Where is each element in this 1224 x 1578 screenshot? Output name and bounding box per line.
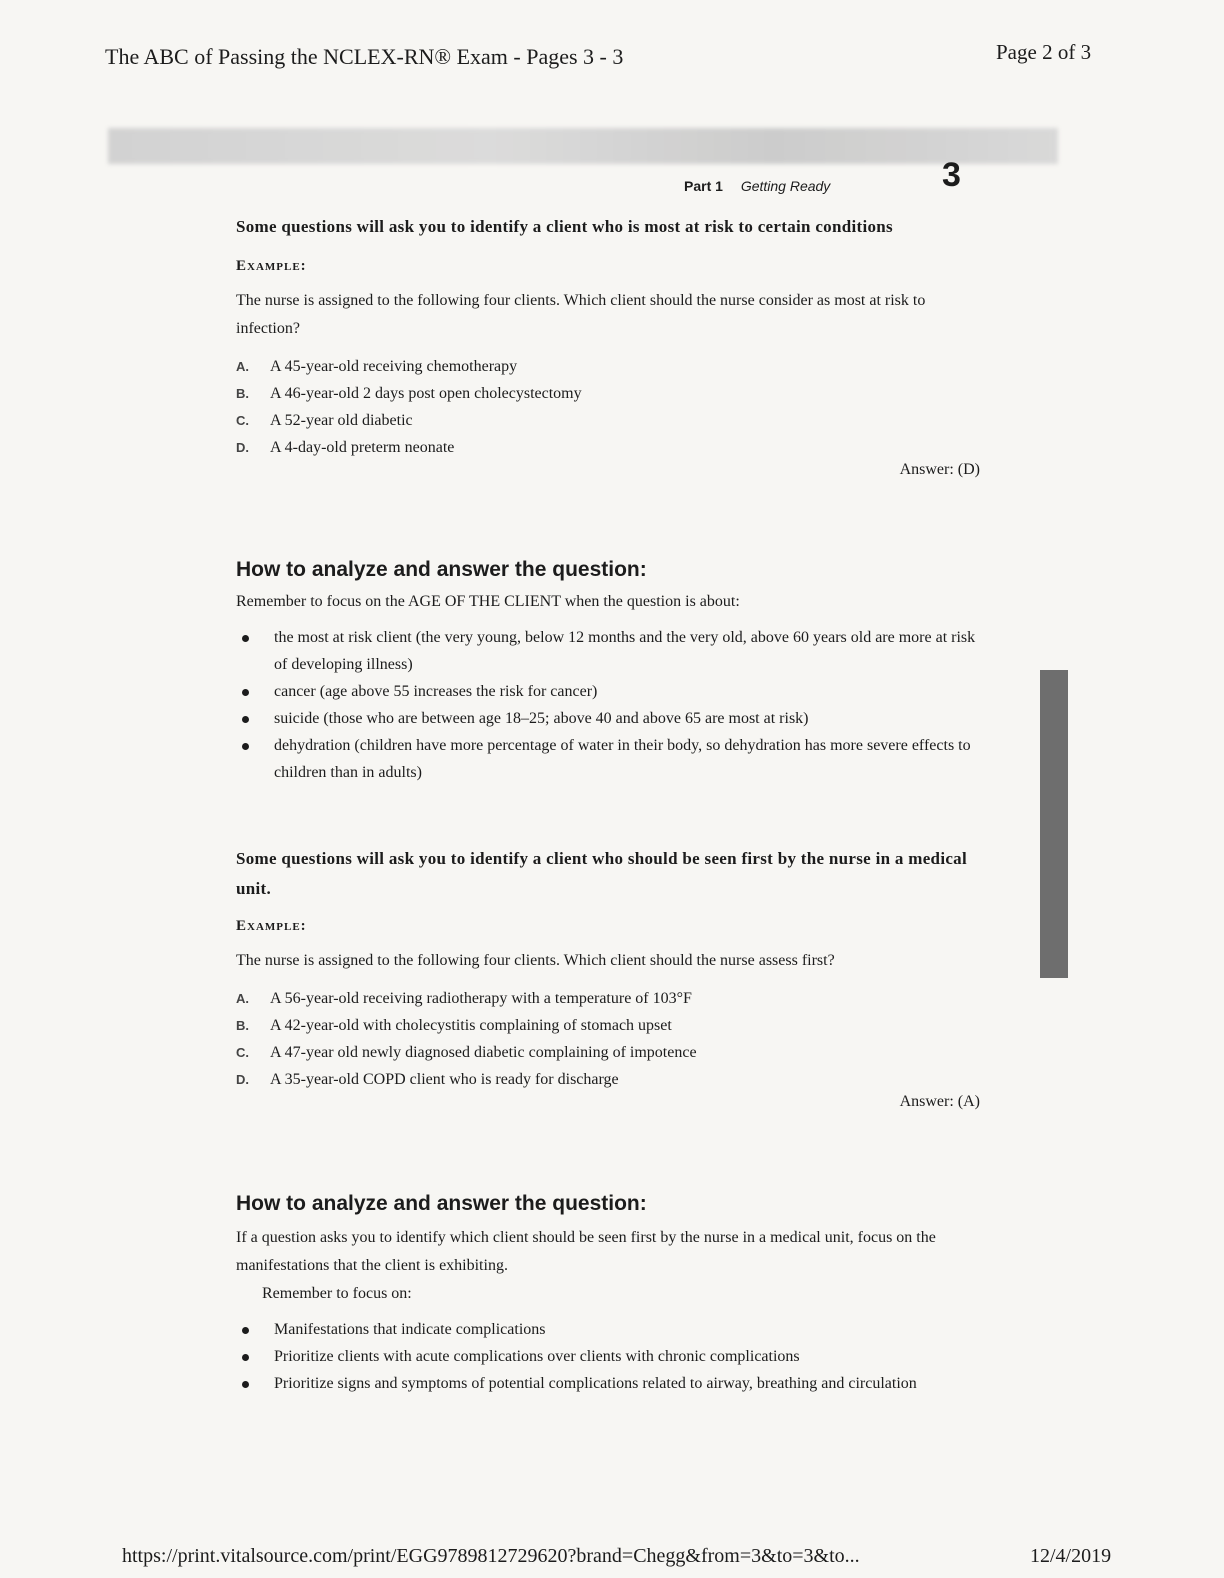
bullet-icon bbox=[242, 1381, 249, 1388]
option-letter: D. bbox=[236, 440, 249, 455]
option-letter: D. bbox=[236, 1072, 249, 1087]
section-analyze-manifestations bbox=[236, 1192, 980, 1397]
answer-options bbox=[236, 353, 980, 461]
footer-date: 12/4/2019 bbox=[1030, 1545, 1112, 1567]
section-analyze-age bbox=[236, 558, 980, 786]
option-item bbox=[236, 353, 980, 380]
example-question: The nurse is assigned to the following four clients. Which client should the nurse consider as most at risk to infection? bbox=[236, 292, 926, 337]
section-lead: Some questions will ask you to identify a client who is most at risk to certain conditions bbox=[236, 217, 893, 236]
option-item bbox=[236, 1066, 980, 1093]
option-item bbox=[236, 1039, 980, 1066]
bullet-item bbox=[236, 1343, 980, 1370]
chapter-side-tab bbox=[1040, 670, 1068, 978]
running-head-section: Getting Ready bbox=[740, 178, 831, 194]
bullet-list bbox=[236, 1316, 980, 1397]
bullet-item bbox=[236, 624, 980, 678]
scan-gray-band bbox=[108, 128, 1058, 164]
bullet-item bbox=[236, 1316, 980, 1343]
section-most-at-risk bbox=[236, 212, 980, 479]
section-intro: Remember to focus on the AGE OF THE CLIENT when the question is about: bbox=[236, 593, 740, 610]
section-intro: If a question asks you to identify which client should be seen first by the nurse in a medical unit, focus on the manifestations that the client is exhibiting. bbox=[236, 1229, 936, 1274]
option-text: A 4-day-old preterm neonate bbox=[270, 439, 455, 456]
option-item bbox=[236, 985, 980, 1012]
option-text: A 46-year-old 2 days post open cholecystectomy bbox=[270, 385, 582, 402]
example-label: Example: bbox=[236, 918, 307, 934]
answer-key: Answer: (D) bbox=[899, 461, 980, 478]
option-text: A 52-year old diabetic bbox=[270, 412, 413, 429]
bullet-icon bbox=[242, 743, 249, 750]
running-head bbox=[684, 178, 830, 194]
running-head-part: Part 1 bbox=[684, 178, 723, 194]
option-text: A 35-year-old COPD client who is ready for discharge bbox=[270, 1071, 619, 1088]
print-header-title: The ABC of Passing the NCLEX-RN® Exam - Pages 3 - 3 bbox=[105, 44, 624, 69]
option-letter: A. bbox=[236, 991, 249, 1006]
bullet-text: dehydration (children have more percentage of water in their body, so dehydration has more severe effects to children than in adults) bbox=[274, 737, 971, 781]
option-item bbox=[236, 407, 980, 434]
bullet-icon bbox=[242, 716, 249, 723]
bullet-item bbox=[236, 678, 980, 705]
option-letter: B. bbox=[236, 386, 249, 401]
bullet-text: suicide (those who are between age 18–25; above 40 and above 65 are most at risk) bbox=[274, 710, 809, 727]
bullet-text: cancer (age above 55 increases the risk for cancer) bbox=[274, 683, 598, 700]
example-label: Example: bbox=[236, 258, 307, 274]
option-letter: C. bbox=[236, 413, 249, 428]
option-item bbox=[236, 1012, 980, 1039]
option-text: A 45-year-old receiving chemotherapy bbox=[270, 358, 518, 375]
section-seen-first bbox=[236, 844, 980, 1111]
book-page-number: 3 bbox=[942, 156, 961, 194]
option-item bbox=[236, 380, 980, 407]
bullet-icon bbox=[242, 689, 249, 696]
bullet-item bbox=[236, 732, 980, 786]
remember-label: Remember to focus on: bbox=[262, 1285, 412, 1302]
bullet-item bbox=[236, 705, 980, 732]
section-lead: Some questions will ask you to identify a client who should be seen first by the nurse in a medical unit. bbox=[236, 849, 968, 898]
bullet-list bbox=[236, 624, 980, 786]
bullet-icon bbox=[242, 1354, 249, 1361]
bullet-icon bbox=[242, 635, 249, 642]
option-letter: C. bbox=[236, 1045, 249, 1060]
bullet-item bbox=[236, 1370, 980, 1397]
option-letter: A. bbox=[236, 359, 249, 374]
bullet-text: Manifestations that indicate complications bbox=[274, 1321, 546, 1338]
option-text: A 47-year old newly diagnosed diabetic complaining of impotence bbox=[270, 1044, 697, 1061]
option-letter: B. bbox=[236, 1018, 249, 1033]
option-text: A 42-year-old with cholecystitis complaining of stomach upset bbox=[270, 1017, 672, 1034]
option-text: A 56-year-old receiving radiotherapy with a temperature of 103°F bbox=[270, 990, 692, 1007]
section-heading: How to analyze and answer the question: bbox=[236, 1192, 647, 1215]
print-header-page-count: Page 2 of 3 bbox=[996, 40, 1092, 64]
bullet-text: Prioritize signs and symptoms of potential complications related to airway, breathing and circulation bbox=[274, 1375, 917, 1392]
example-question: The nurse is assigned to the following four clients. Which client should the nurse assess first? bbox=[236, 952, 835, 969]
answer-key: Answer: (A) bbox=[899, 1093, 980, 1110]
bullet-icon bbox=[242, 1327, 249, 1334]
option-item bbox=[236, 434, 980, 461]
footer-url: https://print.vitalsource.com/print/EGG9789812729620?brand=Chegg&from=3&to=3&to... bbox=[122, 1545, 860, 1567]
bullet-text: the most at risk client (the very young, below 12 months and the very old, above 60 years old are more at risk of developing illness) bbox=[274, 629, 976, 673]
section-heading: How to analyze and answer the question: bbox=[236, 558, 647, 581]
answer-options bbox=[236, 985, 980, 1093]
bullet-text: Prioritize clients with acute complications over clients with chronic complications bbox=[274, 1348, 800, 1365]
